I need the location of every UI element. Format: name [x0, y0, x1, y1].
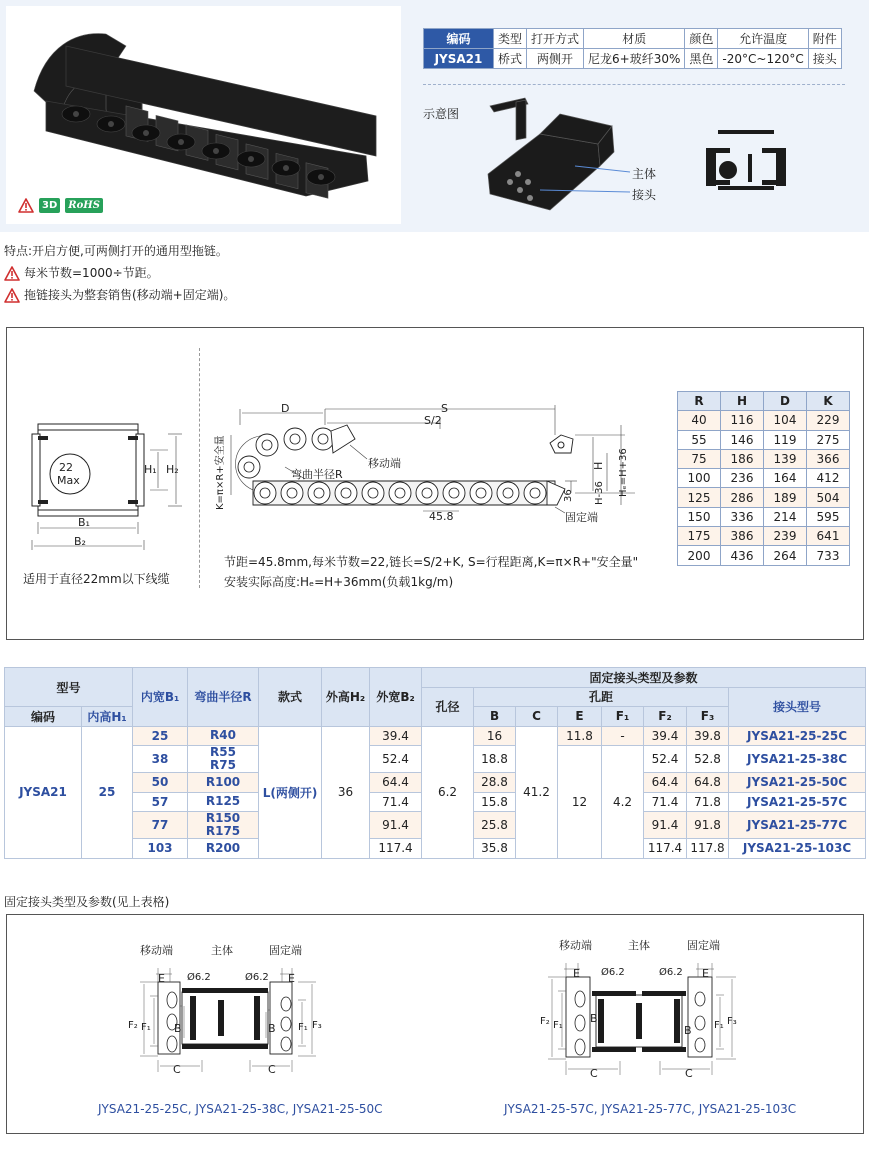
table-row — [678, 488, 850, 507]
label-hf: Hₑ=H+36 — [618, 448, 629, 497]
right-label-b2: B — [684, 1024, 692, 1037]
cell-inner-width: 103 — [133, 839, 188, 859]
bend-radius-value: R55 — [210, 745, 236, 759]
dim-cell: 336 — [721, 507, 764, 526]
left-label-c2: C — [268, 1063, 276, 1076]
dim-cell: 239 — [764, 527, 807, 546]
cell-b: 15.8 — [474, 792, 516, 812]
header-model: 型号 — [5, 668, 133, 707]
drawing-divider — [199, 348, 200, 588]
right-label-f3: F₃ — [727, 1016, 737, 1027]
cell-outer-height: 36 — [322, 726, 370, 858]
bend-radius-value: R200 — [205, 840, 241, 855]
note-text-2: 拖链接头为整套销售(移动端+固定端)。 — [24, 288, 236, 302]
cell-joint-model: JYSA21-25-103C — [729, 839, 866, 859]
cell-outer-width: 91.4 — [370, 812, 422, 839]
spec-color: 黑色 — [685, 49, 718, 69]
left-label-f1b: F₁ — [298, 1022, 308, 1033]
cell-bend-radius — [188, 746, 259, 773]
cell-f2: 39.4 — [644, 726, 687, 746]
label-pitch: 45.8 — [429, 510, 454, 523]
header-code: 编码 — [5, 707, 82, 727]
right-label-c1: C — [590, 1067, 598, 1080]
bend-radius-value: R75 — [210, 758, 236, 772]
header-b: B — [474, 707, 516, 727]
dim-table-body — [678, 411, 850, 565]
right-label-f1b: F₁ — [714, 1020, 724, 1031]
cell-style: L(两侧开) — [259, 726, 322, 858]
caption-left: JYSA21-25-25C, JYSA21-25-38C, JYSA21-25-50C — [98, 1102, 383, 1116]
spec-header-accessory: 附件 — [808, 29, 841, 49]
feature-line — [4, 240, 235, 262]
header-f1: F₁ — [602, 707, 644, 727]
cell-f3: 71.8 — [687, 792, 729, 812]
bend-radius-value: R100 — [205, 774, 241, 789]
right-label-c2: C — [685, 1067, 693, 1080]
spec-header-code: 编码 — [424, 29, 494, 49]
note-text-1: 每米节数=1000÷节距。 — [24, 266, 159, 280]
left-label-e1: E — [158, 972, 165, 985]
right-label-e1: E — [573, 967, 580, 980]
schematic-drawing — [480, 94, 860, 222]
label-fixed-end: 固定端 — [565, 511, 598, 524]
label-36: 36 — [563, 489, 574, 502]
label-b2: B₂ — [74, 535, 86, 548]
caption-right: JYSA21-25-57C, JYSA21-25-77C, JYSA21-25-103C — [504, 1102, 797, 1116]
right-label-phi1: Ø6.2 — [601, 967, 625, 978]
cell-outer-width: 117.4 — [370, 839, 422, 859]
3d-badge: 3D — [39, 198, 60, 213]
rohs-badge: RoHS — [65, 198, 103, 213]
cell-inner-height: 25 — [82, 726, 133, 858]
cell-outer-width: 64.4 — [370, 773, 422, 793]
dim-cell: 733 — [807, 546, 850, 565]
dim-cell: 75 — [678, 449, 721, 468]
spec-header-open: 打开方式 — [527, 29, 584, 49]
note-line-1 — [4, 262, 235, 284]
spec-accessory: 接头 — [808, 49, 841, 69]
dim-cell: 55 — [678, 430, 721, 449]
table-header-row-1 — [5, 668, 866, 688]
drag-chain-photo — [6, 6, 401, 224]
dimension-table — [677, 391, 850, 566]
label-moving-end: 移动端 — [368, 457, 401, 470]
cell-c: 41.2 — [516, 726, 558, 858]
dim-cell: 386 — [721, 527, 764, 546]
dim-cell: 436 — [721, 546, 764, 565]
cell-inner-width: 25 — [133, 726, 188, 746]
spec-open: 两侧开 — [527, 49, 584, 69]
header-e: E — [558, 707, 602, 727]
header-hole-dist: 孔距 — [474, 687, 729, 707]
left-label-f3: F₃ — [312, 1020, 322, 1031]
cell-hole-dia: 6.2 — [422, 726, 474, 858]
spec-table — [423, 28, 842, 69]
product-photo — [6, 6, 401, 224]
dim-cell: 641 — [807, 527, 850, 546]
header-c: C — [516, 707, 558, 727]
cell-joint-model: JYSA21-25-57C — [729, 792, 866, 812]
header-f3: F₃ — [687, 707, 729, 727]
left-label-fixed: 固定端 — [269, 944, 302, 957]
bend-radius-value: R125 — [205, 794, 241, 809]
table-row — [678, 469, 850, 488]
dim-cell: 200 — [678, 546, 721, 565]
cell-inner-width: 57 — [133, 792, 188, 812]
cell-f3: 64.8 — [687, 773, 729, 793]
right-joint-drawing — [540, 955, 750, 1080]
cell-outer-width: 71.4 — [370, 792, 422, 812]
cert-badges — [18, 198, 103, 213]
cell-inner-width: 38 — [133, 746, 188, 773]
dim-cell: 119 — [764, 430, 807, 449]
header-hole-dia: 孔径 — [422, 687, 474, 726]
right-label-moving: 移动端 — [559, 939, 592, 952]
left-label-phi1: Ø6.2 — [187, 972, 211, 983]
cable-circle-max: Max — [57, 474, 80, 487]
dim-header-r: R — [678, 392, 721, 411]
cell-f1: 4.2 — [602, 746, 644, 859]
cell-bend-radius — [188, 726, 259, 746]
dim-cell: 175 — [678, 527, 721, 546]
label-h: H — [592, 461, 605, 470]
spec-code: JYSA21 — [424, 49, 494, 69]
dim-cell: 150 — [678, 507, 721, 526]
cable-note: 适用于直径22mm以下线缆 — [23, 572, 170, 586]
header-bend-radius: 弯曲半径R — [188, 668, 259, 727]
cell-b: 28.8 — [474, 773, 516, 793]
spec-header-material: 材质 — [584, 29, 685, 49]
spec-material: 尼龙6+玻纤30% — [584, 49, 685, 69]
left-label-body: 主体 — [211, 944, 233, 957]
cell-b: 18.8 — [474, 746, 516, 773]
cell-bend-radius — [188, 839, 259, 859]
cell-b: 25.8 — [474, 812, 516, 839]
dim-cell: 125 — [678, 488, 721, 507]
header-f2: F₂ — [644, 707, 687, 727]
cell-f2: 117.4 — [644, 839, 687, 859]
cell-bend-radius — [188, 812, 259, 839]
schematic-label: 示意图 — [423, 107, 460, 121]
parameter-table — [4, 667, 866, 859]
label-s-half: S/2 — [424, 414, 442, 427]
dim-cell: 504 — [807, 488, 850, 507]
right-label-fixed: 固定端 — [687, 939, 720, 952]
cell-f2: 71.4 — [644, 792, 687, 812]
label-b1: B₁ — [78, 516, 90, 529]
cell-outer-width: 39.4 — [370, 726, 422, 746]
warning-icon — [4, 288, 20, 303]
cell-bend-radius — [188, 773, 259, 793]
cell-joint-model: JYSA21-25-50C — [729, 773, 866, 793]
cell-bend-radius — [188, 792, 259, 812]
label-h1: H₁ — [144, 463, 157, 476]
right-label-f2: F₂ — [540, 1016, 550, 1027]
cell-inner-width: 50 — [133, 773, 188, 793]
spec-header-type: 类型 — [494, 29, 527, 49]
callout-body: 主体 — [632, 167, 657, 181]
left-label-b2: B — [268, 1022, 276, 1035]
table-row — [678, 527, 850, 546]
dim-cell: 40 — [678, 411, 721, 430]
label-s: S — [441, 402, 448, 415]
cell-joint-model: JYSA21-25-77C — [729, 812, 866, 839]
right-label-b1: B — [590, 1012, 598, 1025]
right-label-body: 主体 — [628, 939, 650, 952]
left-label-c1: C — [173, 1063, 181, 1076]
dim-header-d: D — [764, 392, 807, 411]
label-k-formula: K=π×R+安全量 — [215, 435, 226, 510]
note-line-2 — [4, 284, 235, 306]
dim-cell: 236 — [721, 469, 764, 488]
left-label-phi2: Ø6.2 — [245, 972, 269, 983]
left-label-moving: 移动端 — [140, 944, 173, 957]
dim-cell: 164 — [764, 469, 807, 488]
formula-line-2: 安装实际高度:Hₑ=H+36mm(负载1kg/m) — [224, 575, 454, 589]
cell-b: 35.8 — [474, 839, 516, 859]
right-label-e2: E — [702, 967, 709, 980]
cell-code: JYSA21 — [5, 726, 82, 858]
dim-cell: 214 — [764, 507, 807, 526]
spec-temp: -20°C~120°C — [718, 49, 808, 69]
feature-text: 特点:开启方便,可两侧打开的通用型拖链。 — [4, 244, 228, 258]
table-row — [678, 449, 850, 468]
cell-b: 16 — [474, 726, 516, 746]
cell-e: 11.8 — [558, 726, 602, 746]
dim-cell: 104 — [764, 411, 807, 430]
table-row — [5, 726, 866, 746]
cell-e: 12 — [558, 746, 602, 859]
dim-cell: 286 — [721, 488, 764, 507]
cell-f3: 52.8 — [687, 746, 729, 773]
table-row — [678, 546, 850, 565]
dim-cell: 146 — [721, 430, 764, 449]
spec-header-color: 颜色 — [685, 29, 718, 49]
parameter-table-body — [5, 726, 866, 858]
cell-f2: 64.4 — [644, 773, 687, 793]
header-outer-width: 外宽B₂ — [370, 668, 422, 727]
dim-cell: 229 — [807, 411, 850, 430]
bend-radius-value: R150 — [205, 811, 241, 825]
dim-cell: 139 — [764, 449, 807, 468]
right-label-phi2: Ø6.2 — [659, 967, 683, 978]
dim-cell: 100 — [678, 469, 721, 488]
warning-icon — [4, 266, 20, 281]
bottom-title: 固定接头类型及参数(见上表格) — [4, 895, 170, 909]
dim-header-k: K — [807, 392, 850, 411]
spec-type: 桥式 — [494, 49, 527, 69]
header-outer-height: 外高H₂ — [322, 668, 370, 727]
dim-cell: 264 — [764, 546, 807, 565]
header-inner-height: 内高H₁ — [82, 707, 133, 727]
header-style: 款式 — [259, 668, 322, 727]
cell-outer-width: 52.4 — [370, 746, 422, 773]
dim-cell: 189 — [764, 488, 807, 507]
spec-value-row — [424, 49, 842, 69]
dim-header-row — [678, 392, 850, 411]
dim-cell: 366 — [807, 449, 850, 468]
left-label-f1: F₁ — [141, 1022, 151, 1033]
left-label-f2: F₂ — [128, 1020, 138, 1031]
cell-f3: 117.8 — [687, 839, 729, 859]
label-bend-radius: 弯曲半径R — [291, 468, 343, 481]
dim-cell: 116 — [721, 411, 764, 430]
right-label-f1: F₁ — [553, 1020, 563, 1031]
cell-f3: 39.8 — [687, 726, 729, 746]
cell-f3: 91.8 — [687, 812, 729, 839]
header-fixed-joint: 固定接头类型及参数 — [422, 668, 866, 688]
label-h-minus: H-36 — [594, 481, 605, 505]
dim-cell: 595 — [807, 507, 850, 526]
warning-icon — [18, 198, 34, 213]
feature-notes — [4, 240, 235, 306]
left-label-e2: E — [288, 972, 295, 985]
cross-section-drawing — [18, 410, 188, 560]
dim-header-h: H — [721, 392, 764, 411]
bend-radius-value: R175 — [205, 824, 241, 838]
spec-header-row — [424, 29, 842, 49]
left-label-b1: B — [174, 1022, 182, 1035]
bend-radius-value: R40 — [210, 728, 236, 743]
header-joint-model: 接头型号 — [729, 687, 866, 726]
dim-cell: 186 — [721, 449, 764, 468]
cell-inner-width: 77 — [133, 812, 188, 839]
cell-f1: - — [602, 726, 644, 746]
label-h2: H₂ — [166, 463, 179, 476]
dim-cell: 275 — [807, 430, 850, 449]
cable-circle-size: 22 — [59, 461, 73, 474]
table-row — [678, 411, 850, 430]
table-row — [678, 507, 850, 526]
cell-joint-model: JYSA21-25-25C — [729, 726, 866, 746]
cell-f2: 52.4 — [644, 746, 687, 773]
callout-joint: 接头 — [632, 188, 657, 202]
cell-joint-model: JYSA21-25-38C — [729, 746, 866, 773]
dashed-separator — [423, 84, 845, 85]
formula-line-1: 节距=45.8mm,每米节数=22,链长=S/2+K, S=行程距离,K=π×R+"安全量" — [224, 555, 639, 569]
header-inner-width: 内宽B₁ — [133, 668, 188, 727]
spec-header-temp: 允许温度 — [718, 29, 808, 49]
table-row — [678, 430, 850, 449]
cell-f2: 91.4 — [644, 812, 687, 839]
dim-cell: 412 — [807, 469, 850, 488]
label-d: D — [281, 402, 290, 415]
